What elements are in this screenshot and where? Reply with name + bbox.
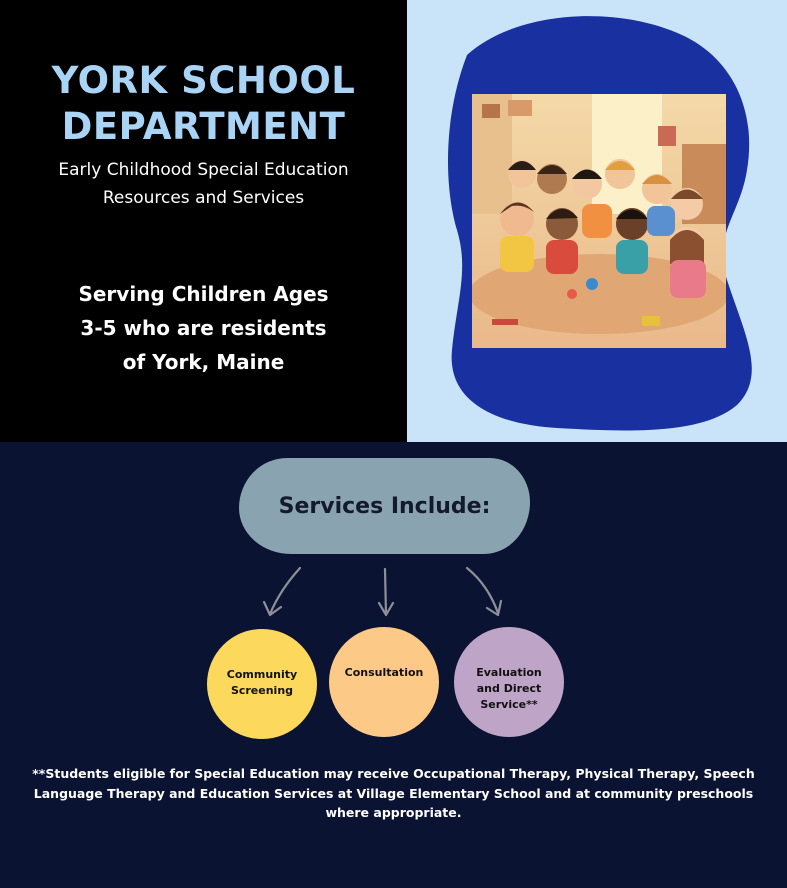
subtitle-line-2: Resources and Services — [102, 188, 305, 208]
arrow-middle — [385, 569, 386, 614]
serving-line-2: 3-5 who are residents — [80, 316, 327, 340]
footnote-line-1: **Students eligible for Special Education may receive Occupational Therapy, Physical Therapy, Speech — [32, 766, 755, 781]
service-3-line-2: and Direct — [476, 682, 542, 695]
services-heading: Services Include: — [278, 493, 491, 519]
arrow-right — [467, 568, 498, 613]
title-line-2: DEPARTMENT — [61, 105, 346, 148]
service-3-line-3: Service** — [480, 698, 538, 711]
service-community-screening — [207, 629, 317, 739]
service-1-line-1: Community — [226, 668, 298, 681]
service-1-line-2: Screening — [230, 684, 294, 697]
serving-line-3: of York, Maine — [122, 350, 285, 374]
service-consultation — [329, 627, 439, 737]
subtitle-line-1: Early Childhood Special Education — [58, 160, 349, 180]
footnote-line-3: where appropriate. — [325, 805, 462, 820]
service-evaluation — [454, 627, 564, 737]
title-line-1: YORK SCHOOL — [51, 59, 356, 102]
arrow-left — [270, 568, 300, 614]
footnote — [30, 764, 757, 823]
footnote-line-2: Language Therapy and Education Services at Village Elementary School and at community preschools — [33, 785, 754, 801]
serving-line-1: Serving Children Ages — [78, 282, 329, 306]
service-3-line-1: Evaluation — [476, 666, 542, 679]
service-2-line-1: Consultation — [344, 666, 424, 679]
